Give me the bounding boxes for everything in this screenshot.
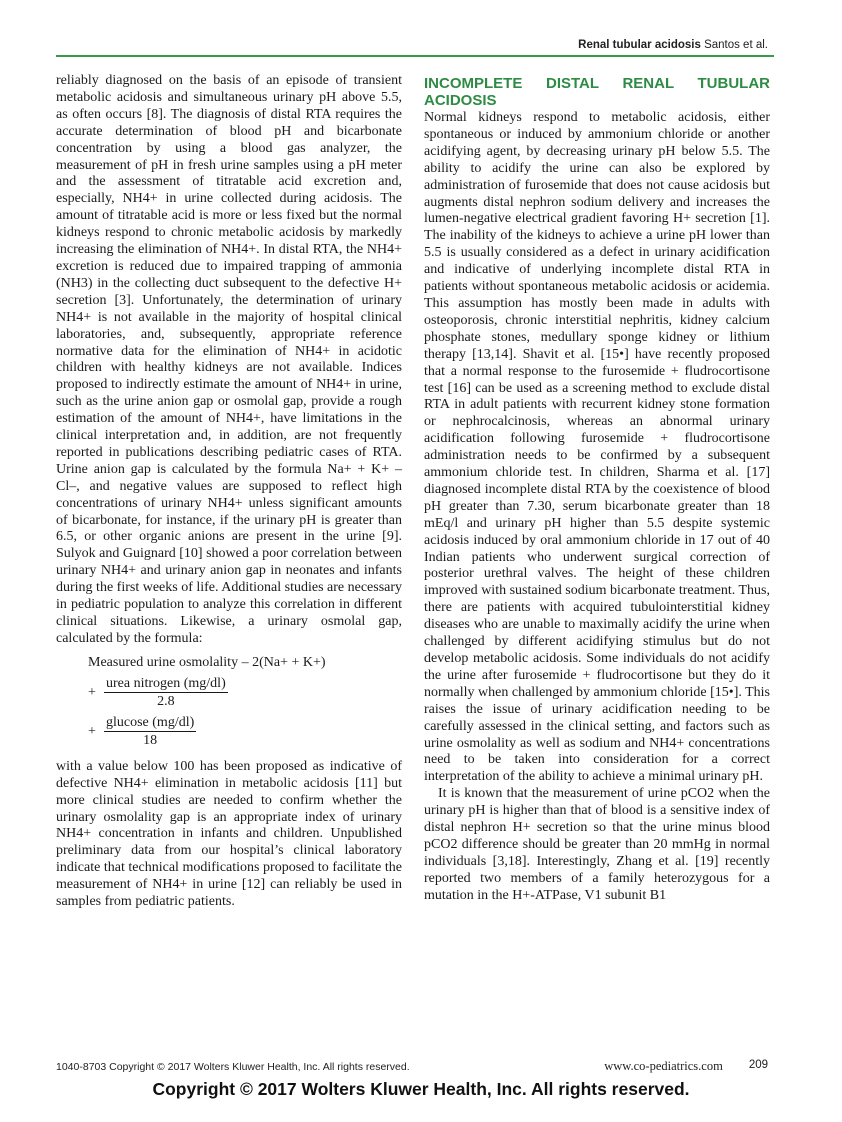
formula-urea-numerator: urea nitrogen (mg/dl) — [106, 675, 226, 691]
formula-fraction-urea — [104, 675, 228, 710]
osmolal-gap-formula — [88, 654, 402, 749]
formula-plus-1: + — [88, 684, 96, 700]
running-head-title: Renal tubular acidosis — [578, 39, 701, 51]
formula-fraction-glucose — [104, 714, 196, 749]
formula-plus-2: + — [88, 723, 96, 739]
formula-glucose-numerator: glucose (mg/dl) — [106, 714, 195, 730]
right-column — [424, 73, 770, 905]
copyright-banner: Copyright © 2017 Wolters Kluwer Health, Inc. All rights reserved. — [152, 1079, 690, 1099]
formula-urea-denominator: 2.8 — [157, 693, 175, 709]
section-heading: INCOMPLETE DISTAL RENAL TUBULAR ACIDOSIS — [424, 75, 770, 109]
running-head — [429, 39, 768, 51]
left-paragraph-1: reliably diagnosed on the basis of an episode of transient metabolic acidosis and simultaneous urinary pH above 5.5, as often occurs [8]. The diagnosis of distal RTA requires the accurate determination of blood pH and bicarbonate concentration by using a blood gas analyzer, the measurement of pH in fresh urine samples using a pH meter and the assessment of titratable acid excretion and, especially, NH4+ in urine collected during acidosis. The amount of titratable acid is more or less fixed but the normal kidneys respond to chronic metabolic acidosis by markedly increasing the elimination of NH4+. In distal RTA, the NH4+ excretion is reduced due to impaired trapping of ammonia (NH3) in the collecting duct subsequent to the defective H+ secretion [3]. Unfortunately, the determination of urinary NH4+ is not available in the majority of hospital clinical laboratories, and, subsequently, appropriate reference normative data for the elimination of NH4+ in acidotic children with healthy kidneys are not available. Indices proposed to indirectly estimate the amount of NH4+ in urine, such as the urine anion gap or osmolal gap, provide a rough estimation of the amount of NH4+, have limitations in the clinical interpretation and, in addition, are not frequently reported in publications describing pediatric cases of RTA. Urine anion gap is calculated by the formula Na+ + K+ – Cl–, and negative values are supposed to reflect high concentrations of urinary NH4+ unless significant amounts of bicarbonate, for instance, if the urinary pH is greater than 6.5, or other organic anions are present in the urine [9]. Sulyok and Guignard [10] showed a poor correlation between urinary NH4+ and urinary anion gap in neonates and infants during the first weeks of life. Additional studies are necessary in pediatric population to analyze this correlation in different clinical situations. Likewise, a urinary osmolal gap, calculated by the formula: — [56, 73, 403, 646]
left-column — [56, 73, 402, 911]
footer-url[interactable]: www.co-pediatrics.com — [604, 1059, 723, 1073]
running-head-authors: Santos et al. — [704, 39, 768, 51]
left-paragraph-2: with a value below 100 has been proposed as indicative of defective NH4+ elimination in metabolic acidosis [11] but more clinical studies are needed to confirm whether the urinary osmolality gap is an appropriate index of urinary NH4+ concentration in infants and children. Unpublished preliminary data from our hospital’s clinical laboratory indicate that technical modifications proposed to facilitate the measurement of NH4+ in urine [12] can reliably be used in samples from pediatric patients. — [56, 758, 402, 910]
page-footer — [56, 1059, 768, 1074]
footer-copyright: 1040-8703 Copyright © 2017 Wolters Kluwer Health, Inc. All rights reserved. — [56, 1061, 410, 1073]
page-number: 209 — [748, 1059, 768, 1071]
right-paragraph-1: Normal kidneys respond to metabolic acidosis, either spontaneous or induced by ammonium chloride or another acidifying agent, by decreasing urinary pH below 5.5. The ability to acidify the urine can also be explored by administration of furosemide that does not cause acidosis but augments distal nephron sodium delivery and increases the lumen-negative electrical gradient favoring H+ secretion [1]. The inability of the kidneys to achieve a urine pH lower than 5.5 is usually considered as a defect in urinary acidification and indicative of underlying incomplete distal RTA in patients without spontaneous metabolic acidosis or acidemia. This assumption has mostly been made in adults with osteoporosis, chronic interstitial nephritis, kidney calcium phosphate stones, medullary sponge kidney or lithium therapy [13,14]. Shavit et al. [15•] have recently proposed that a normal response to the furosemide + fludrocortisone test [16] can be used as a screening method to exclude distal RTA in adult patients with recurrent kidney stone formation or nephrocalcinosis, whereas an abnormal urinary acidification following furosemide + fludrocortisone administration needs to be confirmed by a subsequent ammonium chloride test. In children, Sharma et al. [17] diagnosed incomplete distal RTA by the coexistence of blood pH greater than 7.30, serum bicarbonate greater than 18 mEq/l and urinary pH higher than 5.5 despite systemic acidosis induced by oral ammonium chloride in 17 out of 40 Indian patients who underwent surgical correction of posterior urethral valves. The height of these children improved with sustained sodium bicarbonate treatment. Thus, there are patients with acquired tubulointerstitial kidney diseases who are unable to maximally acidify the urine when challenged by different acidifying stimulus but do not develop metabolic acidosis. Some individuals do not acidify the urine after furosemide + fludrocortisone but they do it normally when challenged by ammonium chloride [15•]. This raises the issue of urinary acidification needing to be carefully assessed in the clinical setting, and factors such as urine osmolality as well as sodium and NH4+ concentrations need to be taken into consideration for a correct interpretation of the ability to achieve a minimal urinary pH. — [424, 110, 771, 785]
right-paragraph-2: It is known that the measurement of urine pCO2 when the urinary pH is higher than that of blood is a sensitive index of distal nephron H+ secretion so that the urine minus blood pCO2 difference should be greater than 20 mmHg in normal individuals [3,18]. Interestingly, Zhang et al. [19] recently reported two members of a family heterozygous for a mutation in the H+-ATPase, V1 subunit B1 — [424, 786, 770, 903]
header-rule — [56, 55, 774, 57]
formula-glucose-denominator: 18 — [143, 732, 158, 748]
formula-line-1: Measured urine osmolality – 2(Na+ + K+) — [88, 654, 326, 670]
